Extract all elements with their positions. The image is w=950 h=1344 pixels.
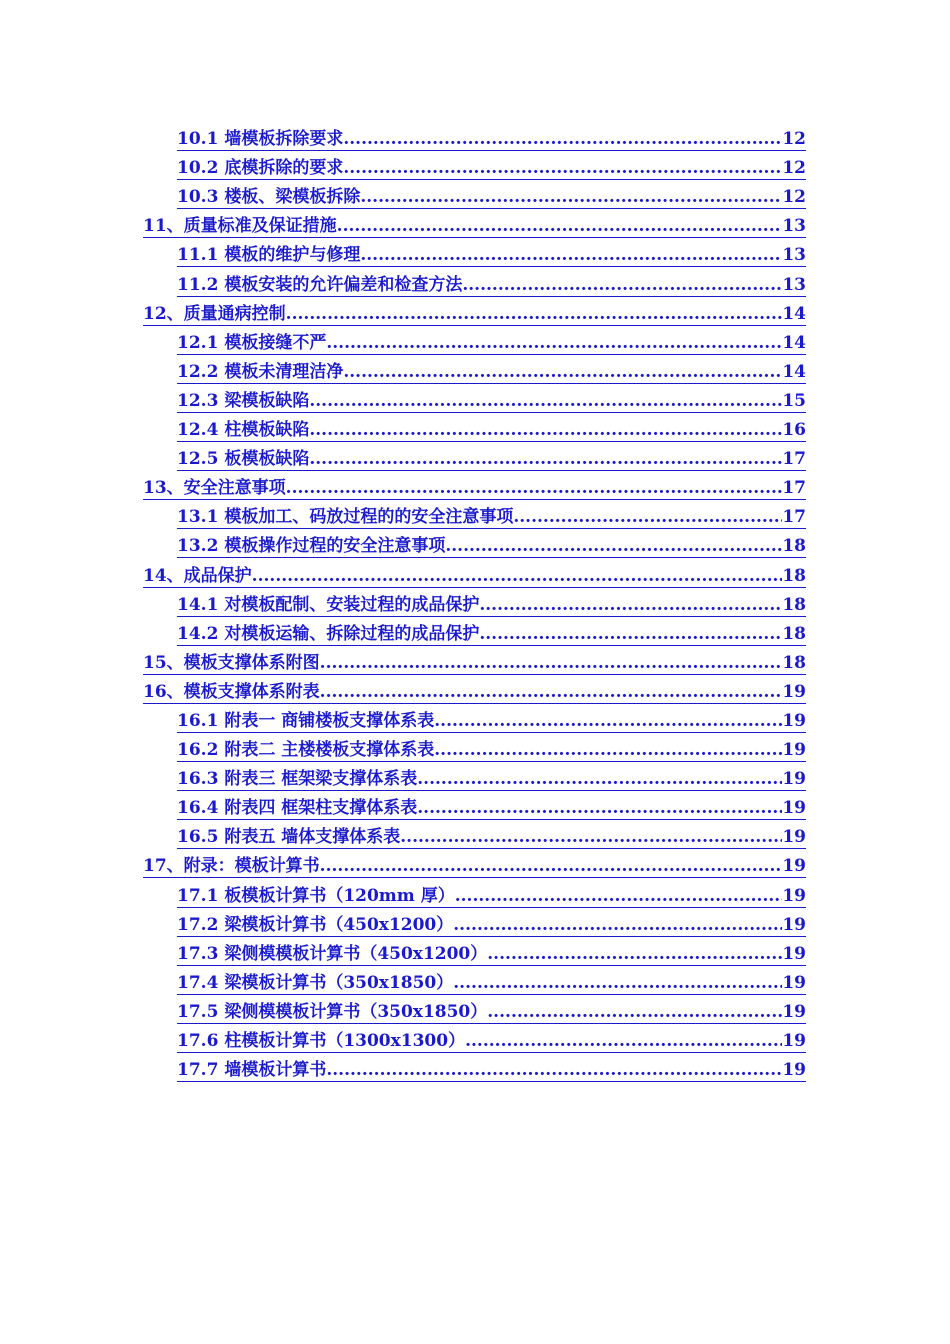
toc-dot-leader (320, 856, 783, 877)
toc-dot-leader (455, 886, 783, 907)
toc-entry-16-1[interactable] (177, 704, 806, 733)
toc-entry-17-6[interactable] (177, 1024, 806, 1053)
toc-page-number: 16 (782, 420, 806, 441)
toc-page-number: 19 (782, 681, 806, 702)
toc-dot-leader (487, 944, 782, 965)
toc-entry-13-2[interactable] (177, 529, 806, 558)
toc-entry-title: 15、模板支撑体系附图 (143, 652, 320, 673)
toc-page-number: 14 (782, 303, 806, 324)
toc-entry-title: 17、附录：模板计算书 (143, 856, 320, 877)
toc-entry-16-5[interactable] (177, 820, 806, 849)
toc-entry-17-3[interactable] (177, 937, 806, 966)
toc-entry-title: 12、质量通病控制 (143, 303, 286, 324)
toc-dot-leader (360, 245, 782, 266)
toc-entry-title: 16.1 附表一 商铺楼板支撑体系表 (177, 710, 435, 731)
toc-entry-16-2[interactable] (177, 733, 806, 762)
toc-entry-12-5[interactable] (177, 442, 806, 471)
toc-dot-leader (252, 566, 783, 587)
toc-page-number: 15 (782, 390, 806, 411)
toc-entry-title: 13.1 模板加工、码放过程的的安全注意事项 (177, 507, 514, 528)
toc-page-number: 19 (782, 1060, 806, 1081)
table-of-contents (0, 122, 950, 1082)
toc-entry-title: 16.3 附表三 框架梁支撑体系表 (177, 769, 418, 790)
toc-entry-12-1[interactable] (177, 326, 806, 355)
toc-page-number: 18 (782, 623, 806, 644)
toc-dot-leader (462, 275, 782, 296)
toc-dot-leader (343, 158, 782, 179)
toc-page-number: 19 (782, 710, 806, 731)
toc-entry-17-1[interactable] (177, 878, 806, 907)
toc-entry-11[interactable] (143, 209, 806, 238)
toc-page-number: 14 (782, 332, 806, 353)
toc-entry-title: 17.7 墙模板计算书 (177, 1060, 327, 1081)
toc-dot-leader (326, 333, 782, 354)
toc-entry-title: 11.2 模板安装的允许偏差和检查方法 (177, 274, 463, 295)
toc-entry-title: 17.1 板模板计算书（120mm 厚） (177, 885, 455, 906)
toc-page-number: 18 (782, 652, 806, 673)
toc-page-number: 19 (782, 914, 806, 935)
toc-page-number: 14 (782, 361, 806, 382)
toc-dot-leader (343, 362, 782, 383)
toc-page-number: 19 (782, 1031, 806, 1051)
toc-entry-title: 10.3 楼板、梁模板拆除 (177, 187, 361, 208)
toc-dot-leader (445, 536, 782, 557)
toc-page-number: 18 (782, 594, 806, 615)
toc-entry-title: 12.3 梁模板缺陷 (177, 390, 310, 411)
toc-dot-leader (513, 507, 782, 528)
toc-page-number: 12 (782, 187, 806, 208)
toc-page-number: 13 (782, 245, 806, 266)
toc-page-number: 19 (782, 1001, 806, 1022)
toc-page-number: 17 (782, 507, 806, 528)
toc-dot-leader (309, 420, 782, 441)
toc-entry-16-4[interactable] (177, 791, 806, 820)
toc-dot-leader (360, 187, 782, 208)
toc-dot-leader (400, 827, 782, 848)
toc-entry-title: 12.5 板模板缺陷 (177, 449, 310, 470)
toc-dot-leader (479, 595, 782, 616)
toc-entry-title: 16.2 附表二 主楼楼板支撑体系表 (177, 740, 435, 761)
toc-page-number: 19 (782, 943, 806, 964)
toc-page-number: 19 (782, 972, 806, 993)
toc-entry-17-7[interactable] (177, 1053, 806, 1082)
toc-entry-title: 14.1 对模板配制、安装过程的成品保护 (177, 594, 480, 615)
toc-entry-title: 17.5 梁侧模模板计算书（350x1850） (177, 1001, 488, 1022)
toc-entry-title: 12.4 柱模板缺陷 (177, 420, 310, 441)
toc-dot-leader (434, 740, 782, 761)
toc-page-number: 19 (782, 856, 806, 877)
toc-entry-14-2[interactable] (177, 617, 806, 646)
toc-page-number: 18 (782, 565, 806, 586)
toc-entry-title: 17.4 梁模板计算书（350x1850） (177, 972, 454, 993)
toc-page-number: 17 (782, 449, 806, 470)
toc-entry-title: 14.2 对模板运输、拆除过程的成品保护 (177, 623, 480, 644)
toc-dot-leader (487, 1002, 782, 1023)
toc-entry-title: 16.4 附表四 框架柱支撑体系表 (177, 798, 418, 819)
toc-entry-12-2[interactable] (177, 355, 806, 384)
toc-dot-leader (309, 391, 782, 412)
toc-entry-title: 13、安全注意事项 (143, 478, 286, 499)
toc-entry-title: 10.1 墙模板拆除要求 (177, 129, 344, 150)
toc-dot-leader (320, 653, 783, 674)
toc-page-number: 13 (782, 274, 806, 295)
toc-dot-leader (417, 769, 782, 790)
toc-entry-16-3[interactable] (177, 762, 806, 791)
toc-dot-leader (453, 973, 782, 994)
toc-page-number: 19 (782, 740, 806, 761)
toc-entry-13-1[interactable] (177, 500, 806, 529)
toc-dot-leader (326, 1060, 782, 1081)
toc-entry-title: 11、质量标准及保证措施 (143, 216, 337, 237)
toc-page-number: 12 (782, 129, 806, 150)
toc-entry-12[interactable] (143, 297, 806, 326)
toc-entry-11-1[interactable] (177, 238, 806, 267)
toc-entry-12-3[interactable] (177, 384, 806, 413)
toc-entry-17[interactable] (143, 849, 806, 878)
toc-dot-leader (286, 478, 783, 499)
toc-page-number: 19 (782, 769, 806, 790)
toc-entry-10-2[interactable] (177, 151, 806, 180)
toc-dot-leader (434, 711, 782, 732)
toc-dot-leader (337, 216, 783, 237)
toc-entry-17-5[interactable] (177, 995, 806, 1024)
toc-entry-title: 12.1 模板接缝不严 (177, 332, 327, 353)
toc-entry-13[interactable] (143, 471, 806, 500)
toc-page-number: 18 (782, 536, 806, 557)
toc-entry-title: 17.3 梁侧模模板计算书（450x1200） (177, 943, 488, 964)
toc-entry-title: 10.2 底模拆除的要求 (177, 158, 344, 179)
toc-page-number: 13 (782, 216, 806, 237)
toc-page-number: 19 (782, 798, 806, 819)
toc-entry-10-1[interactable] (177, 122, 806, 151)
toc-page-number: 19 (782, 885, 806, 906)
toc-entry-12-4[interactable] (177, 413, 806, 442)
toc-dot-leader (343, 129, 782, 150)
toc-entry-16[interactable] (143, 675, 806, 704)
toc-page-number: 17 (782, 478, 806, 499)
toc-dot-leader (286, 304, 783, 325)
toc-dot-leader (479, 624, 782, 645)
toc-page-number: 12 (782, 158, 806, 179)
toc-entry-title: 13.2 模板操作过程的安全注意事项 (177, 536, 446, 557)
toc-entry-title: 16.5 附表五 墙体支撑体系表 (177, 827, 401, 848)
toc-dot-leader (309, 449, 782, 470)
toc-entry-title: 12.2 模板未清理洁净 (177, 361, 344, 382)
toc-dot-leader (320, 682, 783, 703)
toc-entry-title: 17.6 柱模板计算书（1300x1300） (177, 1031, 466, 1051)
toc-entry-title: 16、模板支撑体系附表 (143, 681, 320, 702)
toc-entry-title: 11.1 模板的维护与修理 (177, 245, 361, 266)
toc-entry-title: 14、成品保护 (143, 565, 252, 586)
toc-page-number: 19 (782, 827, 806, 848)
toc-entry-15[interactable] (143, 646, 806, 675)
toc-dot-leader (453, 915, 782, 936)
toc-entry-17-4[interactable] (177, 966, 806, 995)
toc-entry-17-2[interactable] (177, 908, 806, 937)
toc-dot-leader (465, 1031, 782, 1052)
toc-entry-10-3[interactable] (177, 180, 806, 209)
toc-entry-14[interactable] (143, 558, 806, 587)
toc-entry-title: 17.2 梁模板计算书（450x1200） (177, 914, 454, 935)
toc-entry-11-2[interactable] (177, 267, 806, 296)
toc-dot-leader (417, 798, 782, 819)
toc-entry-14-1[interactable] (177, 588, 806, 617)
